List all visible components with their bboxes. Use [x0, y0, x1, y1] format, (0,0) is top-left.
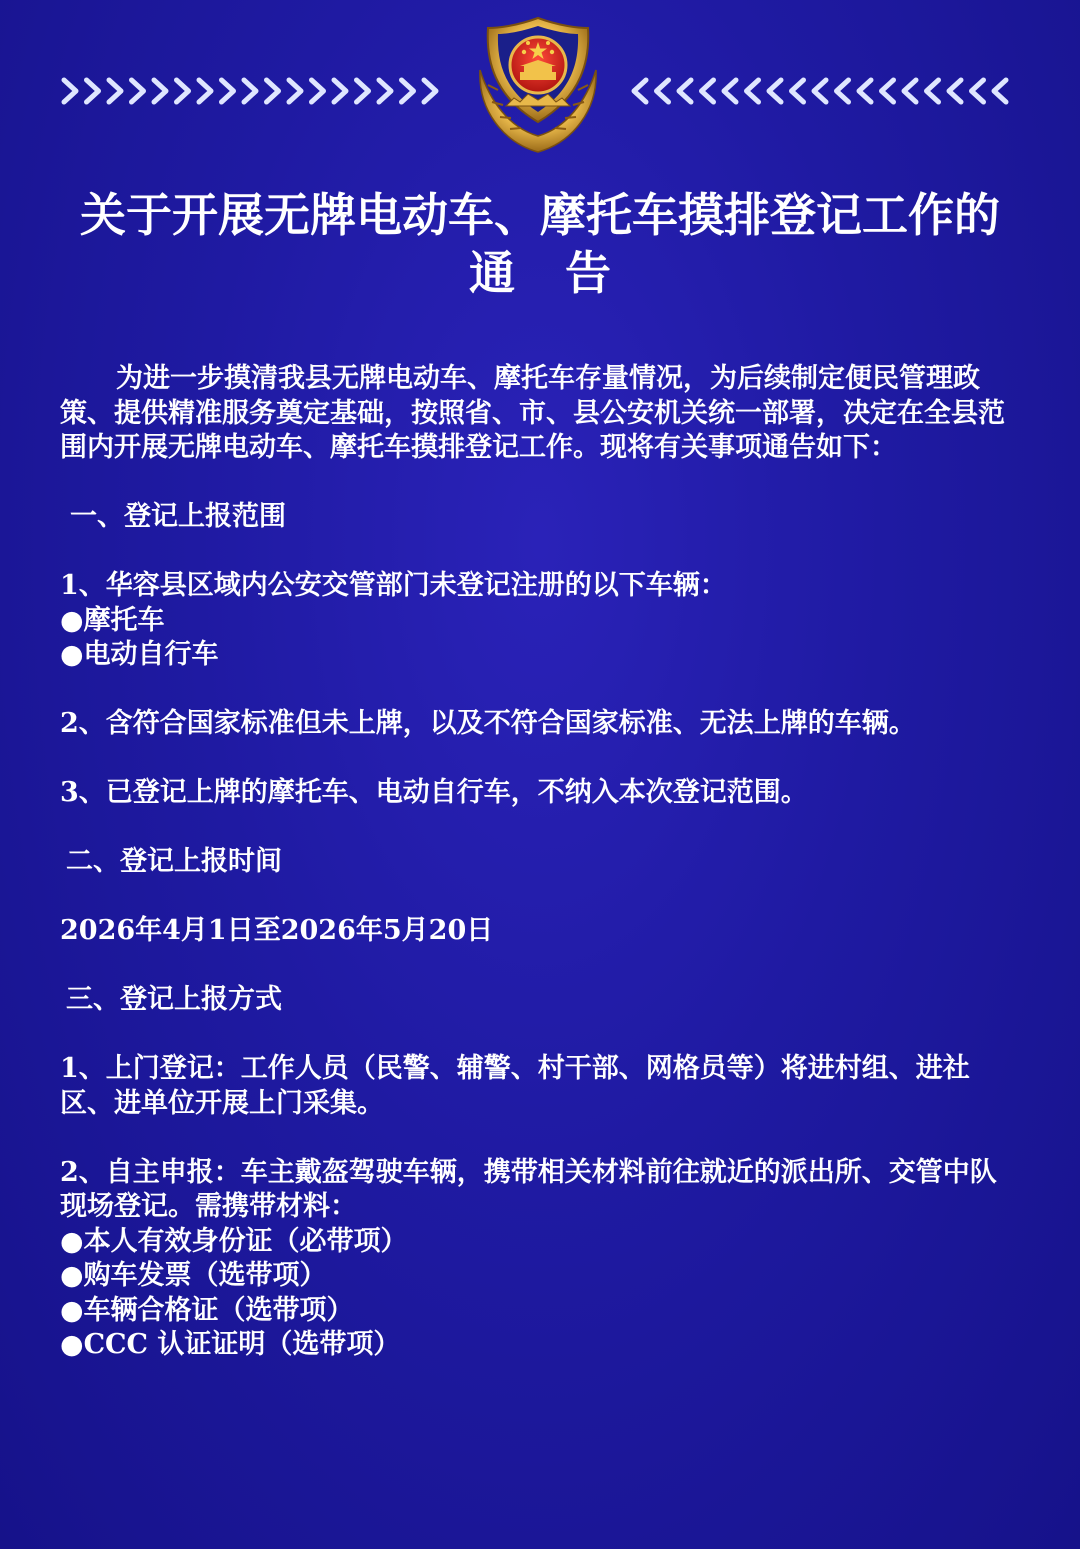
- section-1-item-1: 1、华容县区域内公安交管部门未登记注册的以下车辆：: [60, 570, 727, 601]
- bullet-item: ● 车辆合格证（选带项）: [60, 1294, 1020, 1329]
- section-2-heading: 二、登记上报时间: [66, 846, 282, 877]
- intro-paragraph: 为进一步摸清我县无牌电动车、摩托车存量情况，为后续制定便民管理政策、提供精准服务奠定基础，按照省、市、县公安机关统一部署，决定在全县范围内开展无牌电动车、摩托车摸排登记工作。现将有关事项通告如下：: [60, 363, 1005, 463]
- chevron-right-pattern-icon: [58, 74, 450, 108]
- section-3-item-1: 1、上门登记：工作人员（民警、辅警、村干部、网格员等）将进村组、进社区、进单位开展上门采集。: [60, 1053, 970, 1119]
- header-decoration: [0, 0, 1080, 170]
- bullet-item: ● 本人有效身份证（必带项）: [60, 1225, 1020, 1260]
- bullet-item: ● CCC 认证证明（选带项）: [60, 1328, 1020, 1363]
- registration-period: 2026年4月1日至2026年5月20日: [60, 915, 494, 946]
- bullet-item: ● 摩托车: [60, 604, 1020, 639]
- notice-body: [60, 362, 1020, 1363]
- bullet-item: ● 购车发票（选带项）: [60, 1259, 1020, 1294]
- chevron-left-pattern-icon: [628, 74, 1020, 108]
- section-1-item-2: 2、含符合国家标准但未上牌，以及不符合国家标准、无法上牌的车辆。: [60, 708, 916, 739]
- title-line-1: 关于开展无牌电动车、摩托车摸排登记工作的: [80, 188, 1000, 242]
- section-1-heading: 一、登记上报范围: [70, 501, 286, 532]
- notice-title: [0, 186, 1080, 302]
- bullet-item: ● 电动自行车: [60, 638, 1020, 673]
- title-line-2: 通告: [469, 246, 661, 300]
- section-3-item-2: 2、自主申报：车主戴盔驾驶车辆，携带相关材料前往就近的派出所、交管中队现场登记。需携带材料：: [60, 1156, 997, 1222]
- section-3-heading: 三、登记上报方式: [66, 984, 282, 1015]
- section-1-item-3: 3、已登记上牌的摩托车、电动自行车，不纳入本次登记范围。: [60, 777, 808, 808]
- police-emblem-icon: [458, 10, 618, 160]
